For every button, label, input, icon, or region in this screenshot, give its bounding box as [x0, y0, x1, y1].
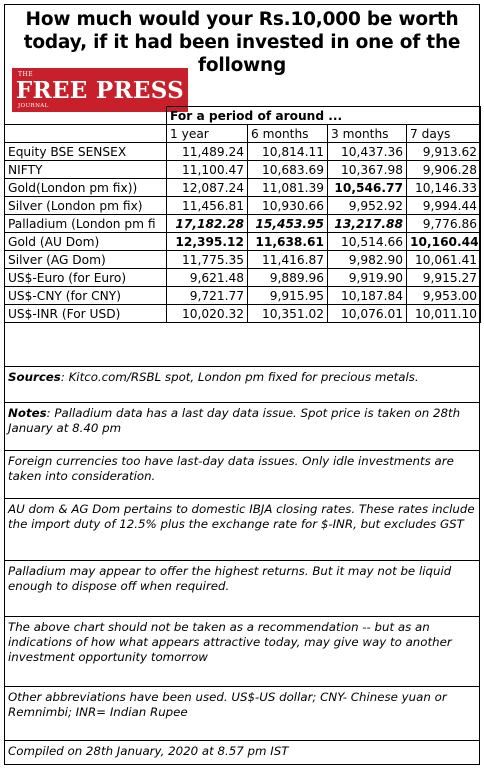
table-cell: 9,889.96 — [248, 269, 328, 287]
table-cell: 11,456.81 — [167, 197, 248, 215]
table-cell: 12,087.24 — [167, 179, 248, 197]
row-label: US$-INR (For USD) — [5, 305, 167, 323]
table-cell: 10,187.84 — [328, 287, 407, 305]
logo-main: FREE PRESS — [15, 77, 185, 104]
table-cell: 10,683.69 — [248, 161, 328, 179]
palladium-note: Palladium may appear to offer the highest returns. But it may not be liquid enough to dispose off when required. — [4, 560, 480, 616]
table-cell: 9,915.27 — [407, 269, 481, 287]
table-cell: 10,020.32 — [167, 305, 248, 323]
table-cell: 9,982.90 — [328, 251, 407, 269]
table-row — [5, 233, 481, 251]
row-label: Gold(London pm fix)) — [5, 179, 167, 197]
sources-note — [4, 366, 480, 402]
column-header: 7 days — [407, 125, 481, 143]
table-cell: 9,915.95 — [248, 287, 328, 305]
logo-the: THE — [18, 71, 34, 78]
returns-table — [4, 106, 481, 323]
abbreviations-note: Other abbreviations have been used. US$-US dollar; CNY- Chinese yuan or Remnimbi; INR= Indian Rupee — [4, 686, 480, 740]
row-label: Gold (AU Dom) — [5, 233, 167, 251]
au-ag-note: AU dom & AG Dom pertains to domestic IBJA closing rates. These rates include the import duty of 12.5% plus the exchange rate for $-INR, but excludes GST — [4, 498, 480, 560]
table-row — [5, 251, 481, 269]
notes-note — [4, 402, 480, 450]
table-cell: 15,453.95 — [248, 215, 328, 233]
row-label: US$-Euro (for Euro) — [5, 269, 167, 287]
row-label: US$-CNY (for CNY) — [5, 287, 167, 305]
table-cell: 10,514.66 — [328, 233, 407, 251]
table-cell: 9,919.90 — [328, 269, 407, 287]
table-cell: 9,776.86 — [407, 215, 481, 233]
table-cell: 9,952.92 — [328, 197, 407, 215]
table-cell: 12,395.12 — [167, 233, 248, 251]
sources-text: : Kitco.com/RSBL spot, London pm fixed for precious metals. — [60, 370, 419, 384]
table-cell: 17,182.28 — [167, 215, 248, 233]
table-cell: 11,489.24 — [167, 143, 248, 161]
currencies-note: Foreign currencies too have last-day data issues. Only idle investments are taken into consideration. — [4, 450, 480, 498]
table-row — [5, 287, 481, 305]
table-row — [5, 197, 481, 215]
column-header-row — [5, 125, 481, 143]
page-title: How much would your Rs.10,000 be worth today, if it had been invested in one of the followng — [23, 9, 461, 76]
row-label: Silver (AG Dom) — [5, 251, 167, 269]
notes-label: Notes — [8, 406, 47, 420]
table-cell: 9,953.00 — [407, 287, 481, 305]
table-cell: 9,913.62 — [407, 143, 481, 161]
recommendation-note: The above chart should not be taken as a recommendation -- but as an indications of how what appears attractive today, may give way to another investment opportunity tomorrow — [4, 616, 480, 686]
table-row — [5, 179, 481, 197]
column-header: 3 months — [328, 125, 407, 143]
table-cell: 10,367.98 — [328, 161, 407, 179]
table-cell: 11,775.35 — [167, 251, 248, 269]
row-label: Silver (London pm fix) — [5, 197, 167, 215]
table-row — [5, 143, 481, 161]
table-row — [5, 305, 481, 323]
logo-journal: JOURNAL — [18, 103, 49, 109]
table-cell: 11,081.39 — [248, 179, 328, 197]
period-row — [5, 107, 481, 125]
table-row — [5, 215, 481, 233]
table-cell: 10,351.02 — [248, 305, 328, 323]
table-cell: 9,994.44 — [407, 197, 481, 215]
table-row — [5, 269, 481, 287]
table-cell: 11,638.61 — [248, 233, 328, 251]
table-cell: 10,160.44 — [407, 233, 481, 251]
table-cell: 10,437.36 — [328, 143, 407, 161]
compiled-note: Compiled on 28th January, 2020 at 8.57 pm IST — [4, 740, 480, 765]
table-cell: 9,721.77 — [167, 287, 248, 305]
table-cell: 9,906.28 — [407, 161, 481, 179]
sources-label: Sources — [8, 370, 61, 384]
table-cell: 11,100.47 — [167, 161, 248, 179]
table-cell: 10,061.41 — [407, 251, 481, 269]
table-cell: 10,011.10 — [407, 305, 481, 323]
column-header: 1 year — [167, 125, 248, 143]
table-cell: 10,076.01 — [328, 305, 407, 323]
table-cell: 10,814.11 — [248, 143, 328, 161]
table-cell: 11,416.87 — [248, 251, 328, 269]
table-cell: 13,217.88 — [328, 215, 407, 233]
row-label: Equity BSE SENSEX — [5, 143, 167, 161]
row-label: NIFTY — [5, 161, 167, 179]
table-row — [5, 161, 481, 179]
period-label: For a period of around ... — [167, 107, 481, 125]
table-cell: 10,146.33 — [407, 179, 481, 197]
column-header: 6 months — [248, 125, 328, 143]
notes-text: : Palladium data has a last day data issue. Spot price is taken on 28th January at 8.40 pm — [8, 406, 461, 435]
row-label: Palladium (London pm fi — [5, 215, 167, 233]
table-cell: 9,621.48 — [167, 269, 248, 287]
table-cell: 10,546.77 — [328, 179, 407, 197]
table-cell: 10,930.66 — [248, 197, 328, 215]
